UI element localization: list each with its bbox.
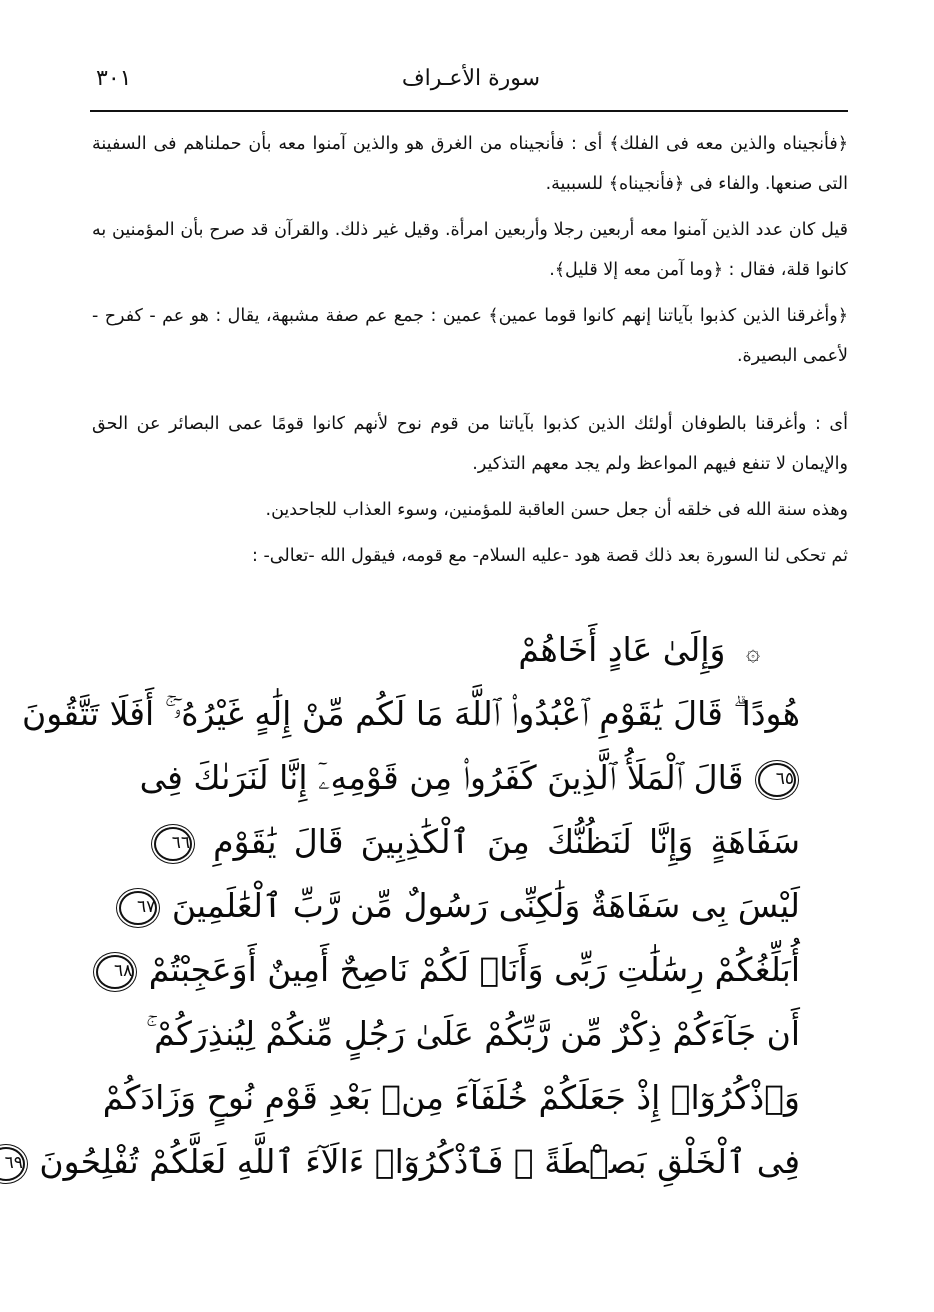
verse-line [4,1130,800,1194]
quran-verses [4,618,800,1194]
verse-text: هُودًا ۗ قَالَ يَٰقَوْمِ ٱعْبُدُوا۟ ٱللَّهَ مَا لَكُم مِّنْ إِلَٰهٍ غَيْرُهُۥٓ ۚ أَفَلَا تَتَّقُونَ [21,694,800,733]
paragraph: قيل كان عدد الذين آمنوا معه أربعين رجلا وأربعين امرأة. وقيل غير ذلك. والقرآن قد صرح بأن المؤمنين به كانوا قلة، فقال : ﴿وما آمن معه إلا قليل﴾. [92,220,848,280]
verse-text: أُبَلِّغُكُمْ رِسَٰلَٰتِ رَبِّى وَأَنَا۠ لَكُمْ نَاصِحٌ أَمِينٌ أَوَعَجِبْتُمْ [148,950,800,989]
verse-line [114,938,800,1002]
commentary-text [92,124,848,582]
surah-title: سورة الأعـراف [401,66,541,91]
verse-line [21,682,800,746]
verse-text: وَإِلَىٰ عَادٍ أَخَاهُمْ [518,630,726,669]
verse-line [102,1066,800,1130]
ayah-number-marker: ٦٥ [758,763,796,797]
verse-text: وَٱذْكُرُوٓا۟ إِذْ جَعَلَكُمْ خُلَفَآءَ مِنۢ بَعْدِ قَوْمِ نُوحٍ وَزَادَكُمْ [102,1078,800,1117]
paragraph: أى : وأغرقنا بالطوفان أولئك الذين كذبوا بآياتنا من قوم نوح لأنهم كانوا قومًا عمى البصائر عن الحق والإيمان لا تنفع فيهم المواعظ ولم يجد معهم التذكير. [92,414,848,474]
verse-line [150,810,800,874]
page-number: ٣٠١ [96,66,132,91]
verse-line [137,874,800,938]
paragraph: ﴿وأغرقنا الذين كذبوا بآياتنا إنهم كانوا قوما عمين﴾ عمين : جمع عم صفة مشبهة، يقال : هو عم - كفرح - لأعمى البصيرة. [92,306,848,366]
verse-text: سَفَاهَةٍ وَإِنَّا لَنَظُنُّكَ مِنَ ٱلْكَٰذِبِينَ قَالَ يَٰقَوْمِ [213,822,800,861]
paragraph: ثم تحكى لنا السورة بعد ذلك قصة هود -عليه السلام- مع قومه، فيقول الله -تعالى- : [252,546,848,566]
ayah-number-marker: ٦٩ [0,1147,25,1181]
paragraph: ﴿فأنجيناه والذين معه فى الفلك﴾ أى : فأنجيناه من الغرق هو والذين آمنوا معه بأن حملناهم فى السفينة التى صنعها. والفاء فى ﴿فأنجيناه﴾ للسببية. [92,134,848,194]
ayah-number-marker: ٦٧ [119,891,157,925]
verse-line [150,618,800,682]
rub-el-hizb-icon: ۞ [745,637,760,666]
verse-line [145,1002,800,1066]
ayah-number-marker: ٦٦ [154,827,192,861]
page-header [96,58,846,106]
paragraph: وهذه سنة الله فى خلقه أن جعل حسن العاقبة للمؤمنين، وسوء العذاب للجاحدين. [265,500,848,520]
verse-text: قَالَ ٱلْمَلَأُ ٱلَّذِينَ كَفَرُوا۟ مِن قَوْمِهِۦٓ إِنَّا لَنَرَىٰكَ فِى [139,758,744,797]
verse-line [139,746,800,810]
header-divider [90,110,848,112]
verse-text: أَن جَآءَكُمْ ذِكْرٌ مِّن رَّبِّكُمْ عَلَىٰ رَجُلٍ مِّنكُمْ لِيُنذِرَكُمْ ۚ [145,1014,800,1053]
ayah-number-marker: ٦٨ [96,955,134,989]
verse-text: فِى ٱلْخَلْقِ بَصْۜطَةً ۖ فَٱذْكُرُوٓا۟ ءَالَآءَ ٱللَّهِ لَعَلَّكُمْ تُفْلِحُونَ [39,1142,800,1181]
verse-text: لَيْسَ بِى سَفَاهَةٌ وَلَٰكِنِّى رَسُولٌ مِّن رَّبِّ ٱلْعَٰلَمِينَ [171,886,800,925]
